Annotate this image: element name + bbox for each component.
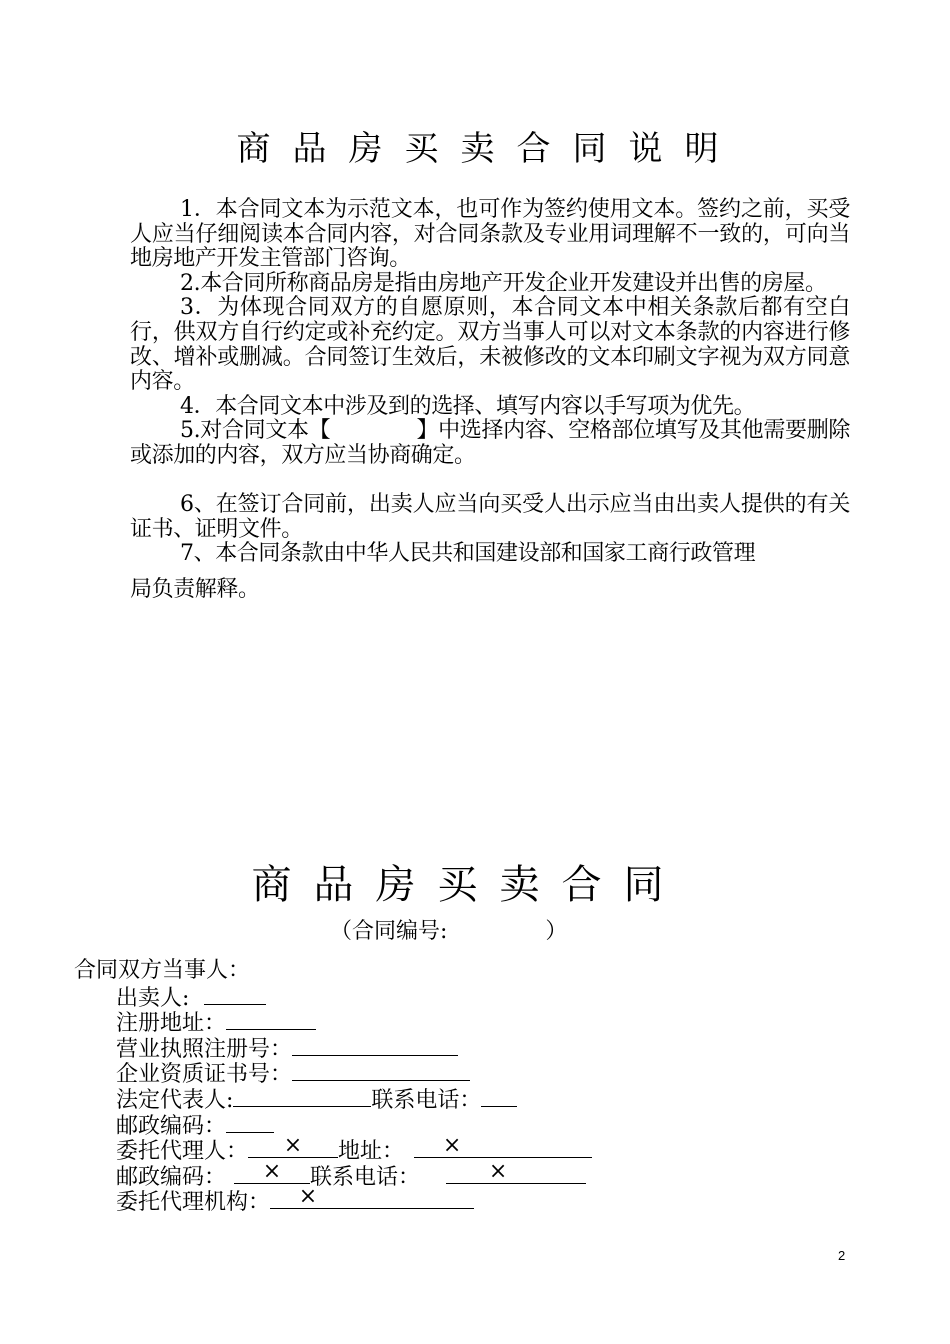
postcode-label: 邮政编码：: [116, 1113, 227, 1139]
license-field[interactable]: [292, 1035, 458, 1056]
explanation-item-3: 3．为体现合同双方的自愿原则，本合同文本中相关条款后都有空白行，供双方自行约定或补充约定。双方当事人可以对文本条款的内容进行修改、增补或删减。合同签订生效后，未被修改的文本印刷文字视为双方同意内容。: [130, 295, 850, 395]
address-row: [74, 1009, 592, 1035]
seller-row: [74, 984, 592, 1010]
cross-mark: ×: [283, 1133, 303, 1159]
qualification-row: [74, 1060, 592, 1086]
agent-phone-field[interactable]: [446, 1158, 586, 1184]
cross-mark: ×: [298, 1184, 318, 1210]
agency-label: 委托代理机构：: [116, 1190, 271, 1216]
cross-mark: ×: [488, 1158, 508, 1184]
qualification-field[interactable]: [292, 1060, 470, 1081]
agent-address-field[interactable]: [414, 1133, 592, 1159]
address-label: 注册地址：: [116, 1011, 227, 1037]
legal-rep-row: [74, 1086, 592, 1112]
phone-field[interactable]: [481, 1086, 517, 1107]
legal-rep-field[interactable]: [233, 1086, 371, 1107]
contract-number-label: （合同编号: ）: [330, 919, 568, 944]
address-field[interactable]: [226, 1009, 316, 1030]
explanation-item-4: 4．本合同文本中涉及到的选择、填写内容以手写项为优先。: [180, 393, 756, 419]
explanation-item-5: [130, 419, 850, 468]
explanation-item-1: 1．本合同文本为示范文本，也可作为签约使用文本。签约之前，买受人应当仔细阅读本合同内容，对合同条款及专业用词理解不一致的，可向当地房地产开发主管部门咨询。: [130, 197, 850, 272]
parties-section: [74, 958, 592, 1214]
qualification-label: 企业资质证书号：: [116, 1062, 293, 1088]
agent-postcode-field[interactable]: [234, 1158, 310, 1184]
license-label: 营业执照注册号：: [116, 1036, 293, 1062]
phone-label: 联系电话：: [371, 1087, 482, 1113]
agency-row: [74, 1184, 592, 1216]
agent-field[interactable]: [248, 1133, 338, 1159]
agent-address-label: 地址：: [338, 1139, 405, 1165]
agent-postcode-label: 邮政编码：: [116, 1164, 227, 1190]
item-7-main: 7、本合同条款由中华人民共和国建设部和国家工商行政管理: [180, 541, 756, 567]
cross-mark: ×: [262, 1158, 282, 1184]
explanation-body: [130, 198, 850, 603]
explanation-item-2: 2.本合同所称商品房是指由房地产开发企业开发建设并出售的房屋。: [180, 270, 827, 296]
item-7-tail: 局负责解释。: [130, 576, 260, 602]
agency-field[interactable]: [270, 1184, 474, 1210]
agent-phone-label: 联系电话：: [310, 1164, 421, 1190]
contract-title: 商品房买卖合同: [251, 862, 686, 908]
item-5-after: 】中选择内容、空格部位填写及其他需要删除或添加的内容，双方应当协商确定。: [130, 418, 850, 468]
license-row: [74, 1035, 592, 1061]
explanation-item-7: [130, 542, 850, 602]
agent-label: 委托代理人：: [116, 1139, 249, 1165]
page-number: 2: [838, 1248, 846, 1263]
explanation-title: 商品房买卖合同说明: [236, 129, 741, 169]
explanation-item-6: 6、在签订合同前，出卖人应当向买受人出示应当由出卖人提供的有关证书、证明文件。: [130, 492, 850, 542]
cross-mark: ×: [442, 1133, 462, 1159]
item-5-before: 5.对合同文本【: [180, 418, 331, 444]
parties-heading: 合同双方当事人：: [74, 958, 251, 983]
seller-field[interactable]: [204, 984, 266, 1005]
seller-label: 出卖人:: [116, 985, 190, 1011]
postcode-field[interactable]: [226, 1112, 274, 1133]
legal-rep-label: 法定代表人:: [116, 1087, 234, 1113]
